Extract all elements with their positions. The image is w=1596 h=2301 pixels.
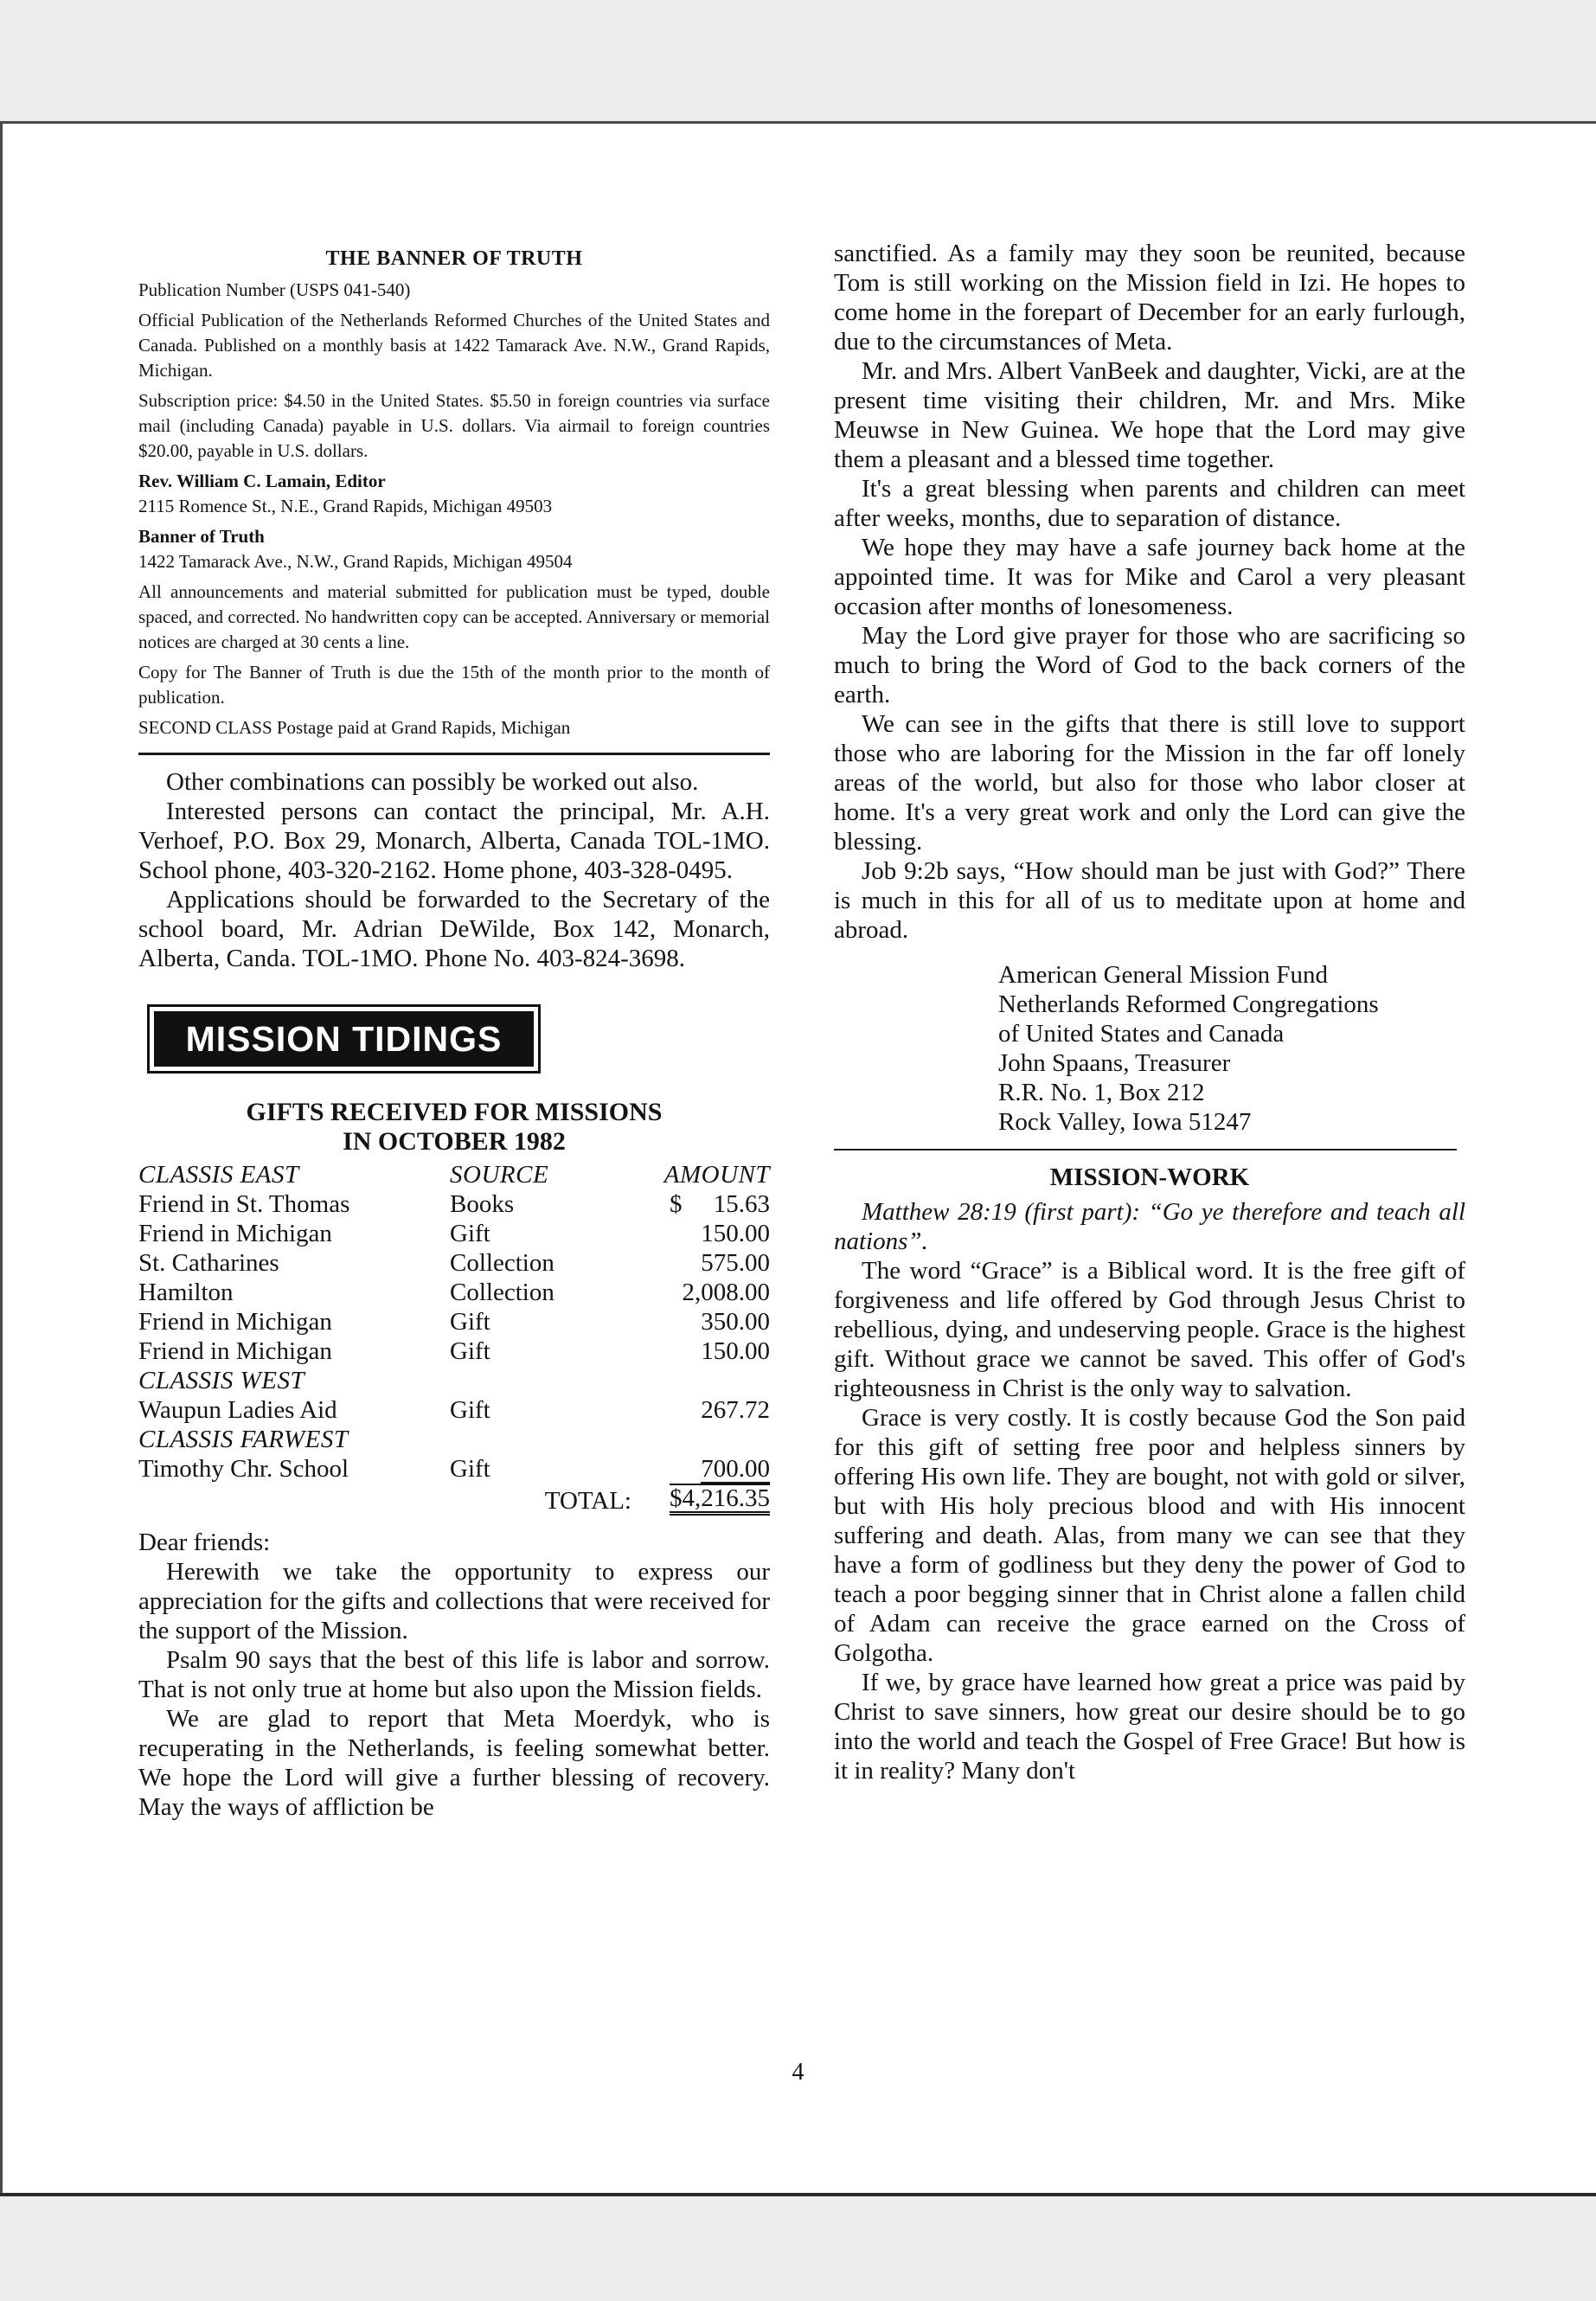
publication-number: Publication Number (USPS 041-540) [138, 279, 411, 300]
donor-name: Friend in Michigan [138, 1337, 332, 1365]
total-amount [656, 1484, 770, 1516]
donor-name: Friend in Michigan [138, 1220, 332, 1247]
table-row [138, 1219, 770, 1248]
gift-source: Books [450, 1190, 515, 1218]
amount-value: 700.00 [701, 1455, 770, 1483]
subscription-price: Subscription price: $4.50 in the United States. $5.50 in foreign countries via surface mail (including Canada) payable in U.S. dollars. Via airmail to foreign countries $20.00, payable in U.S. dollars. [138, 390, 770, 461]
mission-work-title: MISSION-WORK [1049, 1163, 1250, 1191]
signature-line: R.R. No. 1, Box 212 [998, 1079, 1205, 1106]
donor-name: Timothy Chr. School [138, 1455, 349, 1483]
letter-paragraph: Mr. and Mrs. Albert VanBeek and daughter, Vicki, are at the present time visiting their children, Mr. and Mrs. Mike Meuwse in New Guinea. We hope that the Lord may give them a pleasant and a blessed time together. [834, 357, 1465, 473]
donor-name: Friend in Michigan [138, 1308, 332, 1336]
gifts-table [138, 1160, 770, 1516]
scripture-verse: Matthew 28:19 (first part): “Go ye therefore and teach all nations”. [834, 1198, 1465, 1255]
article-paragraph: The word “Grace” is a Biblical word. It is the free gift of forgiveness and life offered by God through Jesus Christ to rebellious, dying, and undeserving people. Grace is the highest gift. Without grace we cannot be saved. This offer of God's righteousness in Christ is the only way to salvation. [834, 1257, 1465, 1402]
letter-signature [998, 960, 1465, 1137]
donor-name: Waupun Ladies Aid [138, 1396, 337, 1424]
banner-name: Banner of Truth [138, 526, 265, 547]
masthead-title: THE BANNER OF TRUTH [325, 247, 583, 270]
letter-paragraph: It's a great blessing when parents and children can meet after weeks, months, due to separation of distance. [834, 475, 1465, 532]
gift-amount [656, 1454, 770, 1484]
signature-line: John Spaans, Treasurer [998, 1049, 1231, 1077]
table-row [138, 1336, 770, 1366]
editor-address: 2115 Romence St., N.E., Grand Rapids, Michigan 49503 [138, 496, 553, 516]
amount-value: 15.63 [713, 1190, 770, 1218]
table-row [138, 1395, 770, 1425]
table-row [138, 1248, 770, 1278]
gift-source: Gift [450, 1396, 490, 1424]
gift-source: Collection [450, 1249, 554, 1277]
total-row [138, 1484, 770, 1516]
article-paragraph: Other combinations can possibly be worked out also. [166, 768, 699, 796]
gift-source: Gift [450, 1337, 490, 1365]
gift-source: Gift [450, 1455, 490, 1483]
classis-west-header: CLASSIS WEST [138, 1367, 305, 1394]
total-spacer [138, 1484, 450, 1516]
editor-name: Rev. William C. Lamain, Editor [138, 471, 386, 491]
article-paragraph: If we, by grace have learned how great a price was paid by Christ to save sinners, how great our desire should be to go into the world and teach the Gospel of Free Grace! But how is it in reality? Many don't [834, 1669, 1465, 1785]
classis-row [138, 1366, 770, 1395]
gift-amount: 2,008.00 [682, 1279, 770, 1306]
gift-amount [656, 1189, 770, 1219]
mission-work-article [834, 1256, 1465, 1785]
banner-address: 1422 Tamarack Ave., N.W., Grand Rapids, Michigan 49504 [138, 551, 573, 572]
letter-paragraph: May the Lord give prayer for those who are sacrificing so much to bring the Word of God to the back corners of the earth. [834, 622, 1465, 708]
mission-tidings-banner [147, 1004, 541, 1074]
amount-header: AMOUNT [663, 1161, 770, 1189]
classis-east-header: CLASSIS EAST [138, 1161, 299, 1189]
gift-source: Gift [450, 1220, 490, 1247]
announcements-notice: All announcements and material submitted for publication must be typed, double spaced, and corrected. No handwritten copy can be accepted. Anniversary or memorial notices are charged at 30 cents a line. [138, 581, 770, 652]
letter-paragraph: We are glad to report that Meta Moerdyk, who is recuperating in the Netherlands, is feeling somewhat better. We hope the Lord will give a further blessing of recovery. May the ways of affliction be [138, 1705, 770, 1821]
donor-name: St. Catharines [138, 1249, 279, 1277]
article-paragraph: Applications should be forwarded to the Secretary of the school board, Mr. Adrian DeWilde, Box 142, Monarch, Alberta, Canda. TOL-1MO. Phone No. 403-824-3698. [138, 886, 770, 972]
scan-left-edge [0, 121, 3, 2193]
continued-article [138, 767, 770, 973]
postage-notice: SECOND CLASS Postage paid at Grand Rapids, Michigan [138, 717, 571, 738]
letter-paragraph: We can see in the gifts that there is still love to support those who are laboring for the Mission in the far off lonely areas of the world, but also for those who labor closer at home. It's a very great work and only the Lord can give the blessing. [834, 710, 1465, 856]
letter-paragraph: Herewith we take the opportunity to express our appreciation for the gifts and collections that were received for the support of the Mission. [138, 1558, 770, 1644]
scan-top-margin [0, 0, 1596, 121]
copy-due-notice: Copy for The Banner of Truth is due the 15th of the month prior to the month of publication. [138, 662, 770, 708]
scan-bottom-margin [0, 2196, 1596, 2301]
gift-amount: 150.00 [701, 1220, 770, 1247]
currency-symbol: $ [670, 1190, 683, 1218]
mission-tidings-label: MISSION TIDINGS [154, 1011, 534, 1067]
article-paragraph: Grace is very costly. It is costly because God the Son paid for this gift of setting free poor and helpless sinners by offering His own life. They are bought, not with gold or silver, but with His holy precious blood and with His innocent suffering and death. Alas, from many we can see that they have a form of godliness but they deny the power of God to teach a poor begging sinner that in Christ alone a fallen child of Adam can receive the grace earned on the Cross of Golgotha. [834, 1404, 1465, 1667]
gift-amount: 267.72 [701, 1396, 770, 1424]
masthead [138, 247, 770, 740]
classis-row [138, 1425, 770, 1454]
gift-amount: 350.00 [701, 1308, 770, 1336]
letter-paragraph: Psalm 90 says that the best of this life is labor and sorrow. That is not only true at home but also upon the Mission fields. [138, 1646, 770, 1703]
letter-salutation: Dear friends: [138, 1529, 271, 1556]
article-paragraph: Interested persons can contact the principal, Mr. A.H. Verhoef, P.O. Box 29, Monarch, Alberta, Canada TOL-1MO. School phone, 403-320-2162. Home phone, 403-328-0495. [138, 798, 770, 884]
signature-line: American General Mission Fund [998, 961, 1328, 989]
gift-source: Collection [450, 1279, 554, 1306]
official-publication: Official Publication of the Netherlands Reformed Churches of the United States and Canada. Published on a monthly basis at 1422 Tamarack Ave. N.W., Grand Rapids, Michigan. [138, 310, 770, 381]
source-header: SOURCE [450, 1161, 549, 1189]
scan-top-edge [0, 121, 1596, 124]
donor-name: Hamilton [138, 1279, 234, 1306]
total-label: TOTAL: [544, 1487, 631, 1515]
page-number: 4 [792, 2059, 804, 2086]
right-column [834, 239, 1465, 1785]
left-column [138, 239, 770, 1822]
mission-letter-continued [834, 239, 1465, 945]
table-row [138, 1189, 770, 1219]
table-row [138, 1278, 770, 1307]
letter-paragraph: We hope they may have a safe journey back home at the appointed time. It was for Mike and Carol a very pleasant occasion after months of lonesomeness. [834, 534, 1465, 620]
signature-line: Rock Valley, Iowa 51247 [998, 1108, 1252, 1136]
gift-source: Gift [450, 1308, 490, 1336]
gifts-title-line: IN OCTOBER 1982 [343, 1127, 566, 1156]
classis-farwest-header: CLASSIS FARWEST [138, 1426, 349, 1453]
letter-paragraph: Job 9:2b says, “How should man be just with God?” There is much in this for all of us to meditate upon at home and abroad. [834, 857, 1465, 944]
gift-amount: 575.00 [701, 1249, 770, 1277]
donor-name: Friend in St. Thomas [138, 1190, 350, 1218]
masthead-divider [138, 753, 770, 755]
gifts-title [138, 1098, 770, 1157]
table-row [138, 1307, 770, 1336]
total-value: $4,216.35 [670, 1484, 770, 1516]
section-divider [834, 1149, 1457, 1150]
table-row [138, 1454, 770, 1484]
mission-letter [138, 1528, 770, 1822]
signature-line: Netherlands Reformed Congregations [998, 990, 1379, 1018]
signature-line: of United States and Canada [998, 1020, 1285, 1048]
letter-paragraph: sanctified. As a family may they soon be reunited, because Tom is still working on the Mission field in Izi. He hopes to come home in the forepart of December for an early furlough, due to the circumstances of Meta. [834, 240, 1465, 356]
gifts-header-row [138, 1160, 770, 1189]
gift-amount: 150.00 [701, 1337, 770, 1365]
gifts-title-line: GIFTS RECEIVED FOR MISSIONS [246, 1098, 663, 1126]
